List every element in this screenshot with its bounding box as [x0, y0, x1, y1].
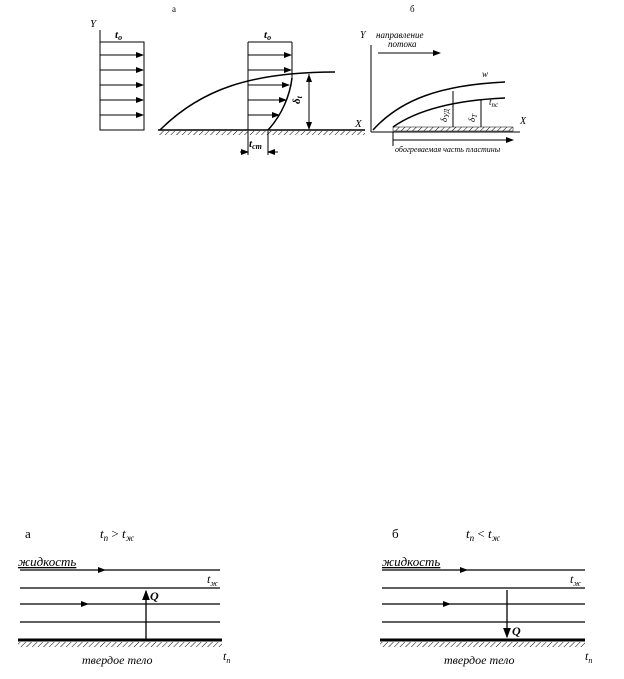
bottom-b-q: Q [512, 624, 521, 638]
heated-part-label: обогреваемая часть пластины [395, 145, 501, 154]
bottom-b-solid: твердое тело [444, 653, 515, 667]
bottom-a-relation: $t_п > t_ж$ [100, 526, 134, 543]
w-label: w [482, 69, 489, 79]
bottom-b-relation: $t_п < t_ж$ [466, 526, 500, 543]
b-axis-y-label: Y [360, 30, 366, 41]
bottom-a-liquid: жидкость [18, 554, 77, 569]
wall-hatch-a [18, 642, 222, 647]
bottom-b-letter: б [392, 526, 399, 541]
axis-y-label: Y [90, 18, 97, 30]
delta-ud-label: $\delta_{УД}$ [439, 108, 451, 122]
bottom-b-t-liquid: $t_ж$ [570, 572, 581, 588]
b-axis-x-label: X [520, 116, 527, 127]
top-panel-a [90, 4, 365, 155]
bottom-a-t-liquid: $t_ж$ [207, 572, 218, 588]
top-panel-b [360, 4, 527, 154]
wall-hatch-b [380, 642, 585, 647]
flow-label-1: направление [376, 30, 424, 40]
t-o-left: to [115, 29, 123, 42]
delta-t-label: δt [291, 96, 304, 104]
bottom-panel-a [18, 526, 230, 667]
heated-plate [393, 127, 513, 131]
top-panel-b-letter: б [410, 4, 415, 14]
delta-t-b-label: $\delta_Т$ [467, 113, 479, 122]
bottom-a-solid: твердое тело [82, 653, 153, 667]
axis-x-label: X [355, 118, 362, 130]
bottom-b-t-wall: $t_п$ [585, 649, 593, 665]
flow-label-2: потока [388, 39, 417, 49]
uniform-profile-arrows [100, 55, 143, 115]
t-st-label: tст [249, 138, 262, 151]
plate-hatch [158, 131, 365, 135]
t-ps-label: $t_{пс}$ [489, 97, 499, 109]
bottom-a-letter: а [25, 526, 31, 541]
t-o-right: to [264, 29, 272, 42]
top-panel-a-letter: а [172, 4, 176, 14]
bottom-panel-b [380, 526, 592, 667]
bottom-a-q: Q [150, 589, 159, 603]
bottom-a-t-wall: $t_п$ [223, 649, 231, 665]
bottom-b-liquid: жидкость [382, 554, 441, 569]
temperature-profile-curve [268, 78, 292, 130]
